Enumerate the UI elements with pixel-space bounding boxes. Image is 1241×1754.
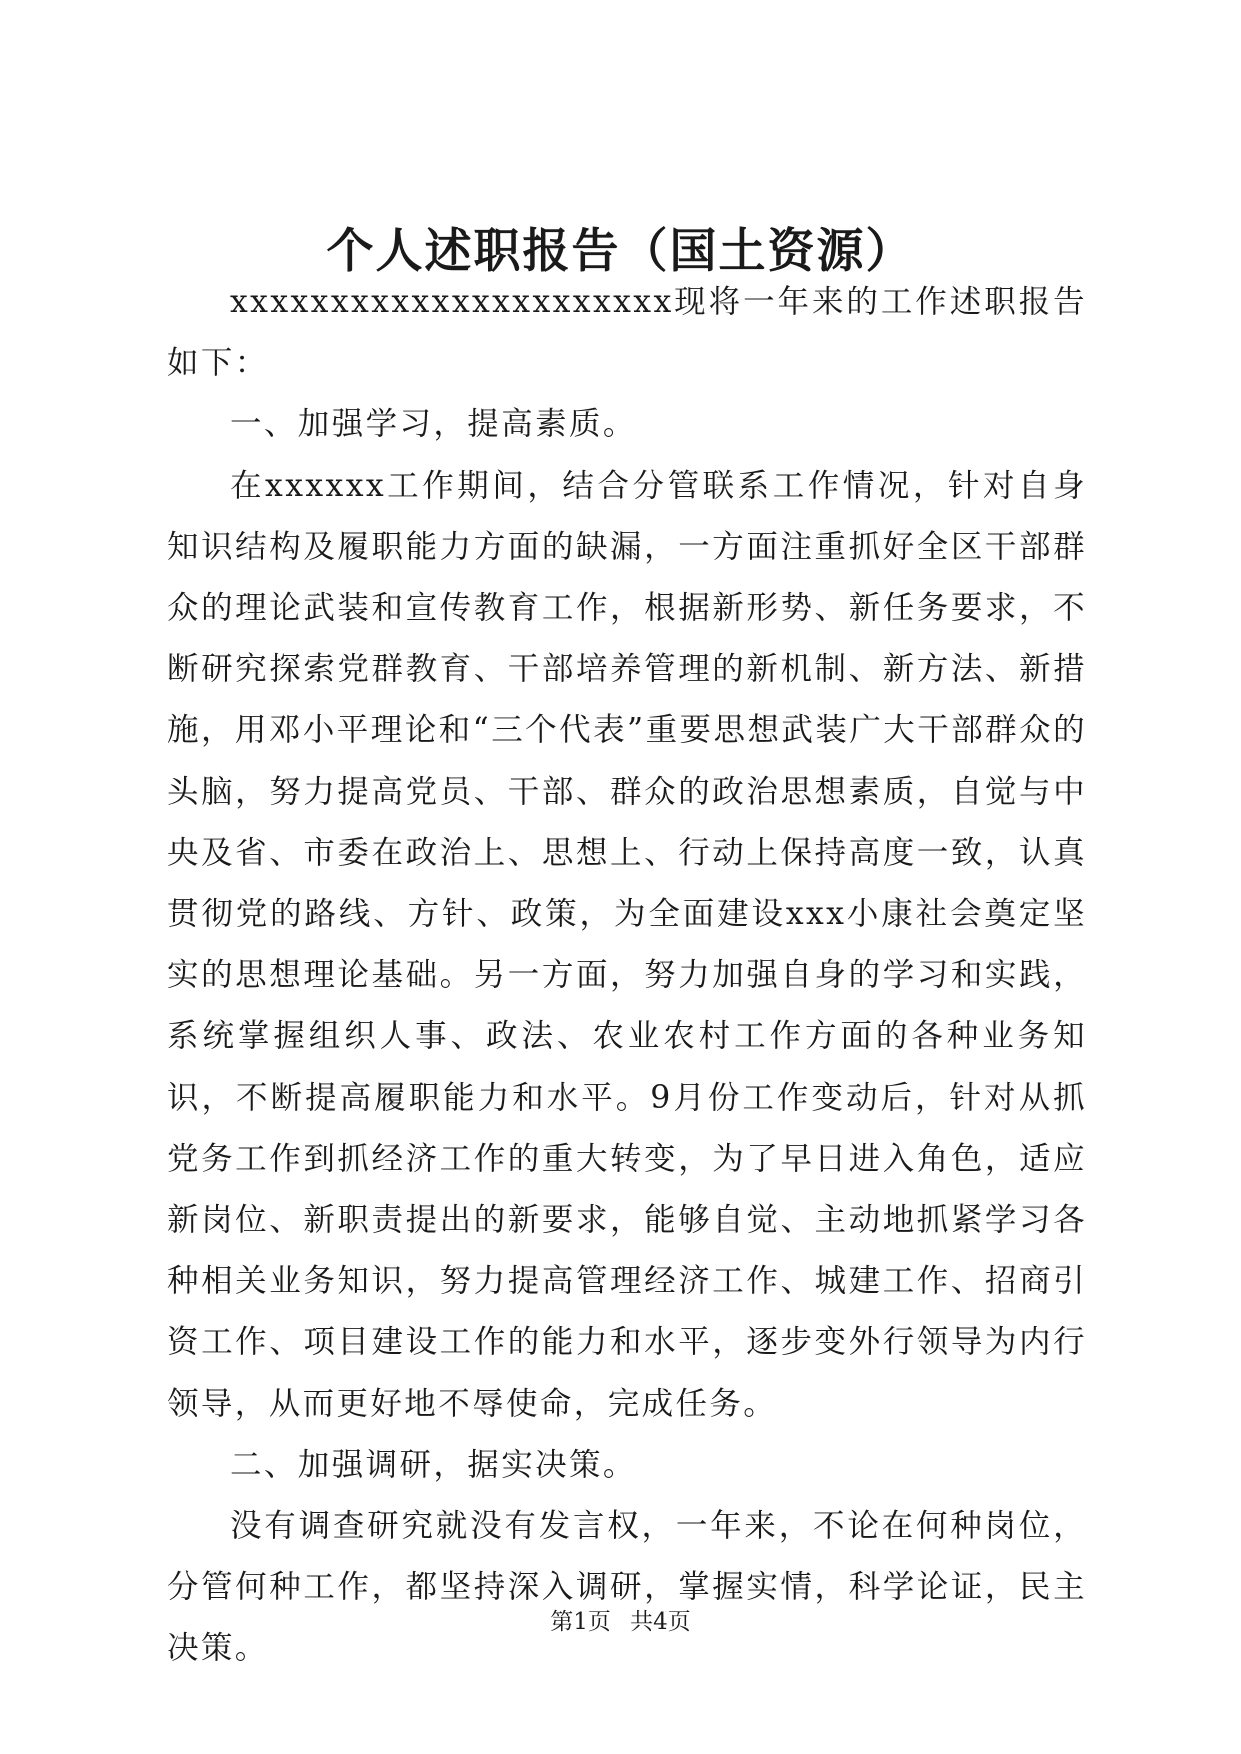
document-title: 个人述职报告（国土资源） [326, 224, 915, 279]
page-total: 共4页 [630, 1609, 691, 1635]
document-body [167, 272, 1087, 1680]
section-heading-2: 二、加强调研，据实决策。 [230, 1446, 637, 1483]
body-paragraph-1: 在xxxxxx工作期间，结合分管联系工作情况，针对自身知识结构及履职能力方面的缺漏，一方面注重抓好全区干部群众的理论武装和宣传教育工作，根据新形势、新任务要求，不断研究探索党群教育、干部培养管理的新机制、新方法、新措施，用邓小平理论和“三个代表”重要思想武装广大干部群众的头脑，努力提高党员、干部、群众的政治思想素质，自觉与中央及省、市委在政治上、思想上、行动上保持高度一致，认真贯彻党的路线、方针、政策，为全面建设xxx小康社会奠定坚实的思想理论基础。另一方面，努力加强自身的学习和实践，系统掌握组织人事、政法、农业农村工作方面的各种业务知识，不断提高履职能力和水平。9月份工作变动后，针对从抓党务工作到抓经济工作的重大转变，为了早日进入角色，适应新岗位、新职责提出的新要求，能够自觉、主动地抓紧学习各种相关业务知识，努力提高管理经济工作、城建工作、招商引资工作、项目建设工作的能力和水平，逐步变外行领导为内行领导，从而更好地不辱使命，完成任务。 [167, 467, 1087, 1422]
page-number: 第1页 [550, 1609, 611, 1635]
section-heading-1: 一、加强学习，提高素质。 [230, 406, 637, 443]
page-footer [0, 1607, 1241, 1637]
intro-paragraph: xxxxxxxxxxxxxxxxxxxxxx现将一年来的工作述职报告如下： [167, 284, 1087, 382]
body-paragraph-2: 没有调查研究就没有发言权，一年来，不论在何种岗位，分管何种工作，都坚持深入调研，掌握实情，科学论证，民主决策。 [167, 1508, 1087, 1667]
